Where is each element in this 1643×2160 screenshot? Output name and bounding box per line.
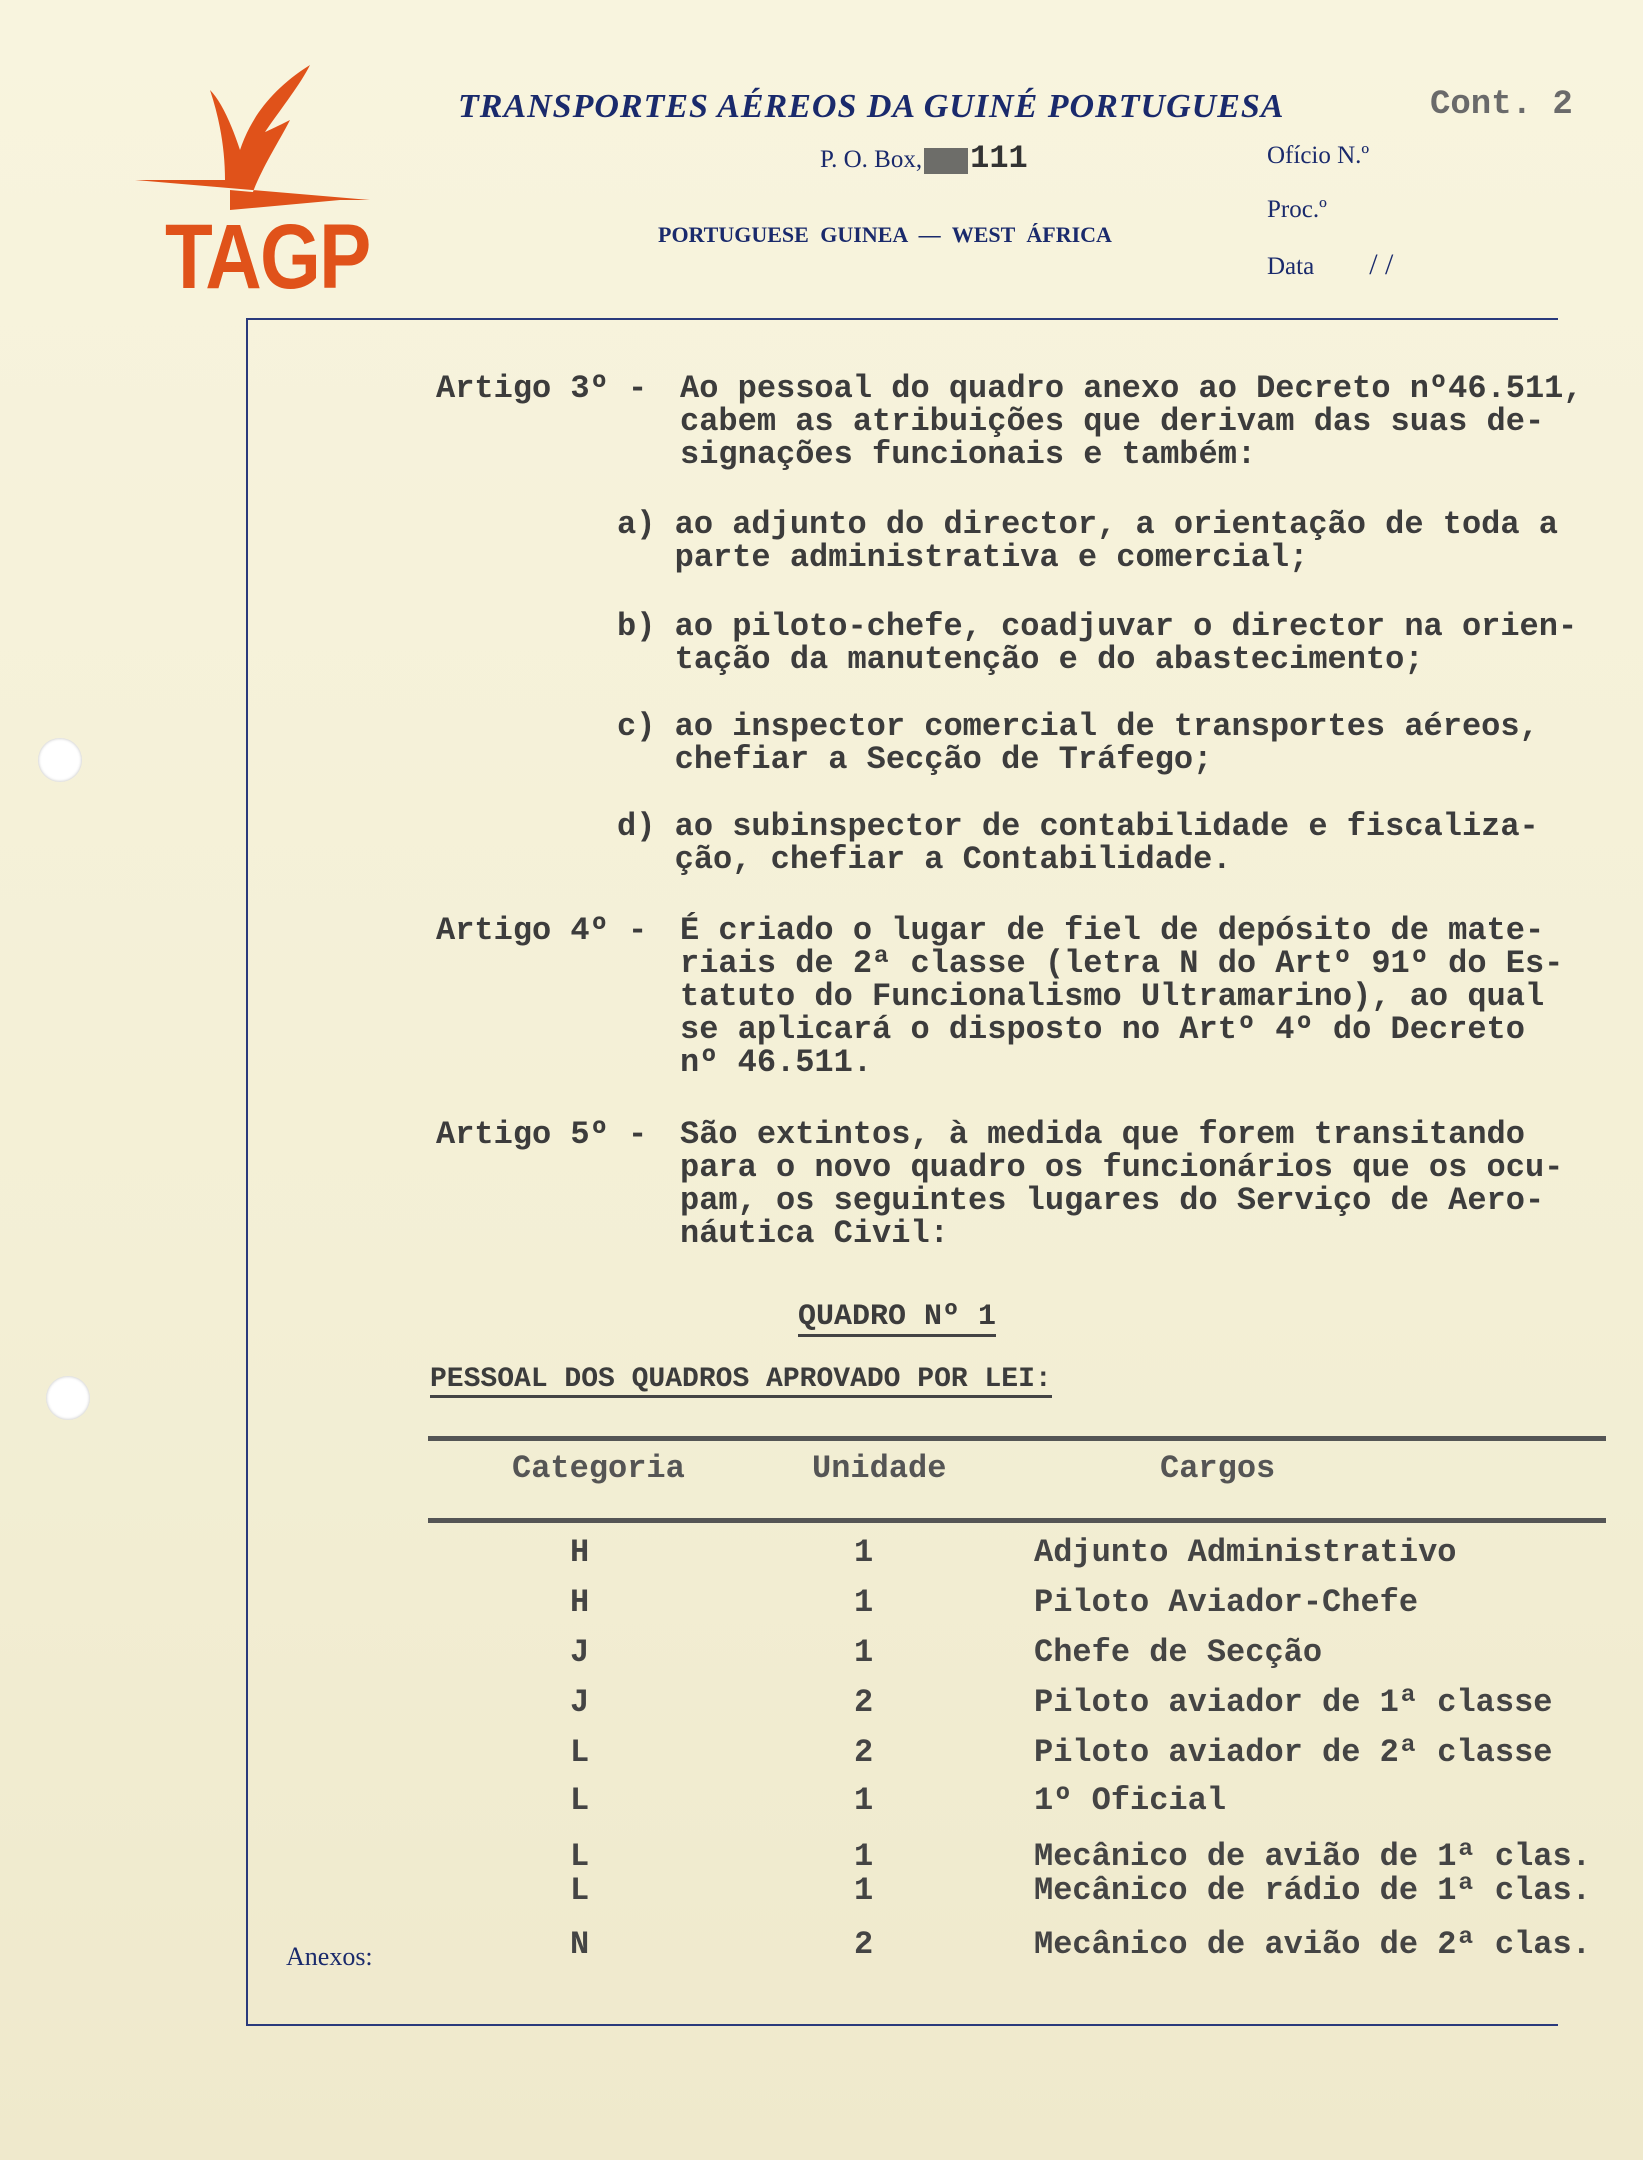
cell-unidade: 1 xyxy=(854,1584,874,1621)
cell-unidade: 1 xyxy=(854,1782,874,1819)
cell-categoria: L xyxy=(570,1734,590,1771)
cell-cargo: Mecânico de avião de 1ª clas. xyxy=(1034,1838,1591,1875)
art3-text: Ao pessoal do quadro anexo ao Decreto nº46.511, cabem as atribuições que derivam das suas de- signações funcionais e também: xyxy=(680,370,1583,473)
cell-cargo: Mecânico de rádio de 1ª clas. xyxy=(1034,1872,1591,1909)
item-c: c) ao inspector comercial de transportes aéreos, chefiar a Secção de Tráfego; xyxy=(617,708,1539,778)
po-box-label: P. O. Box, xyxy=(820,146,923,173)
cell-cargo: Adjunto Administrativo xyxy=(1034,1534,1457,1571)
company-name: TRANSPORTES AÉREOS DA GUINÉ PORTUGUESA xyxy=(458,88,1285,125)
po-box xyxy=(820,140,1028,177)
cell-cargo: Piloto aviador de 1ª classe xyxy=(1034,1684,1553,1721)
col-header-cargos: Cargos xyxy=(1160,1450,1276,1487)
table-row xyxy=(0,1534,1643,1574)
date-slashes: / / xyxy=(1369,248,1394,281)
table-row xyxy=(0,1684,1643,1724)
cell-cargo: 1º Oficial xyxy=(1034,1782,1227,1819)
table-row xyxy=(0,1734,1643,1774)
item-d: d) ao subinspector de contabilidade e fiscaliza- ção, chefiar a Contabilidade. xyxy=(617,808,1539,878)
footer-rule xyxy=(248,2024,1558,2026)
country-line: PORTUGUESE GUINEA — WEST ÁFRICA xyxy=(658,222,1112,247)
proc-label: Proc.º xyxy=(1267,196,1327,223)
header-rule xyxy=(248,318,1558,320)
punch-hole xyxy=(46,1376,90,1420)
cell-unidade: 1 xyxy=(854,1838,874,1875)
cell-categoria: J xyxy=(570,1634,590,1671)
cell-categoria: H xyxy=(570,1584,590,1621)
cell-unidade: 2 xyxy=(854,1926,874,1963)
cell-categoria: L xyxy=(570,1782,590,1819)
cell-unidade: 1 xyxy=(854,1534,874,1571)
anexos-label: Anexos: xyxy=(286,1942,373,1971)
cell-unidade: 2 xyxy=(854,1734,874,1771)
cell-cargo: Piloto aviador de 2ª classe xyxy=(1034,1734,1553,1771)
continuation-mark: Cont. 2 xyxy=(1430,86,1573,124)
cell-categoria: L xyxy=(570,1872,590,1909)
date-label: Data xyxy=(1267,253,1315,280)
cell-categoria: N xyxy=(570,1926,590,1963)
table-header-rule xyxy=(428,1518,1606,1523)
table-top-rule xyxy=(428,1436,1606,1441)
art4-text: É criado o lugar de fiel de depósito de mate- riais de 2ª classe (letra N do Artº 91º do Es- tatuto do Funcionalismo Ultramarino), ao qual se aplicará o disposto no Artº 4º do Decreto nº 46.511. xyxy=(680,912,1564,1081)
date-field xyxy=(1267,248,1393,282)
art4-label: Artigo 4º - xyxy=(436,912,648,949)
cell-categoria: H xyxy=(570,1534,590,1571)
col-header-categoria: Categoria xyxy=(512,1450,685,1487)
pessoal-title: PESSOAL DOS QUADROS APROVADO POR LEI: xyxy=(430,1364,1052,1398)
quadro-title: QUADRO Nº 1 xyxy=(798,1300,996,1337)
po-box-number: 111 xyxy=(970,140,1028,177)
cell-cargo: Chefe de Secção xyxy=(1034,1634,1323,1671)
art5-label: Artigo 5º - xyxy=(436,1116,648,1153)
punch-hole xyxy=(38,738,82,782)
table-row xyxy=(0,1634,1643,1674)
item-a: a) ao adjunto do director, a orientação de toda a parte administrativa e comercial; xyxy=(617,506,1558,576)
col-header-unidade: Unidade xyxy=(812,1450,947,1487)
cell-unidade: 1 xyxy=(854,1872,874,1909)
cell-cargo: Mecânico de avião de 2ª clas. xyxy=(1034,1926,1591,1963)
art3-label: Artigo 3º - xyxy=(436,370,648,407)
struck-out-text xyxy=(924,148,968,174)
item-b: b) ao piloto-chefe, coadjuvar o director na orien- tação da manutenção e do abastecimento; xyxy=(617,608,1578,678)
cell-categoria: J xyxy=(570,1684,590,1721)
table-row xyxy=(0,1926,1643,1966)
cell-cargo: Piloto Aviador-Chefe xyxy=(1034,1584,1419,1621)
cell-unidade: 1 xyxy=(854,1634,874,1671)
art5-text: São extintos, à medida que forem transitando para o novo quadro os funcionários que os ocu- pam, os seguintes lugares do Serviço de Aero- náutica Civil: xyxy=(680,1116,1564,1252)
logo-wordmark: TAGP xyxy=(165,206,370,308)
table-row xyxy=(0,1782,1643,1822)
table-row xyxy=(0,1584,1643,1624)
cell-unidade: 2 xyxy=(854,1684,874,1721)
oficio-label: Ofício N.º xyxy=(1267,142,1370,169)
table-row xyxy=(0,1872,1643,1912)
cell-categoria: L xyxy=(570,1838,590,1875)
